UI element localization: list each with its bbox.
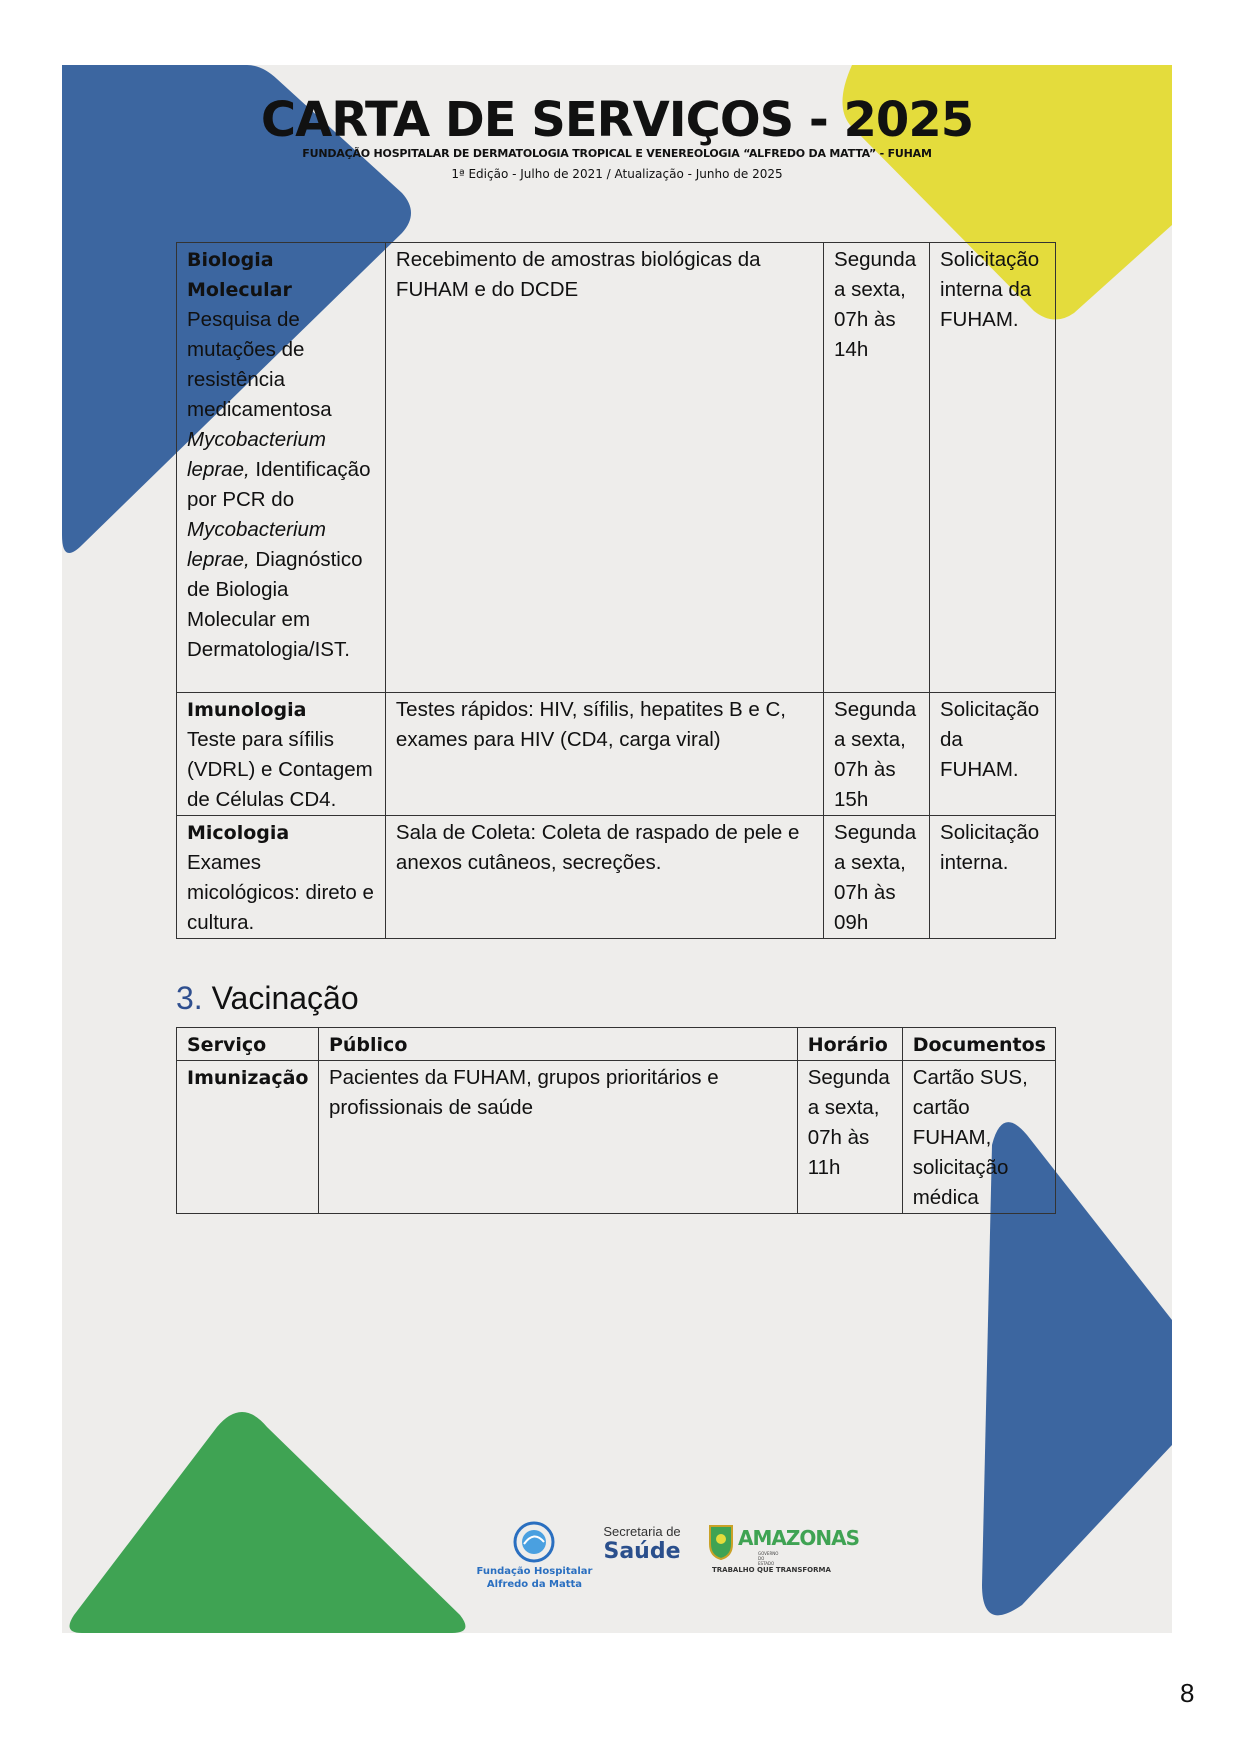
lab-services-table: [176, 242, 1056, 939]
service-name: Imunologia: [187, 699, 307, 721]
schedule-cell: Segunda a sexta, 07h às 14h: [824, 243, 930, 693]
secretaria-logo-line1: Secretaria de: [603, 1524, 681, 1539]
documents-cell: Solicitação interna da FUHAM.: [930, 243, 1056, 693]
service-description: Teste para sífilis (VDRL) e Contagem de Células CD4.: [187, 728, 373, 811]
schedule-cell: Segunda a sexta, 07h às 15h: [824, 693, 930, 816]
amazonas-logo-gov: GOVERNO DO ESTADO: [758, 1551, 779, 1566]
fuham-logo-line2: Alfredo da Matta: [486, 1579, 583, 1590]
documents-cell: Cartão SUS, cartão FUHAM, solicitação médica: [902, 1061, 1055, 1214]
document-subtitle: FUNDAÇÃO HOSPITALAR DE DERMATOLOGIA TROPICAL E VENEREOLOGIA “ALFREDO DA MATTA” - FUHAM: [302, 147, 932, 160]
service-cell: [177, 693, 386, 816]
amazonas-coat-of-arms-icon: [706, 1522, 736, 1560]
section-heading: [176, 978, 359, 1018]
service-name: Imunização: [187, 1067, 309, 1089]
table-row: [177, 1061, 1056, 1214]
table-row: [177, 243, 1056, 693]
section-number: 3.: [176, 980, 203, 1016]
column-header-public: Público: [318, 1028, 797, 1061]
table-header-row: [177, 1028, 1056, 1061]
secretaria-logo-line2: Saúde: [603, 1539, 681, 1564]
page-number: 8: [1180, 1678, 1195, 1708]
documents-cell: Solicitação interna.: [930, 816, 1056, 939]
document-title: CARTA DE SERVIÇOS - 2025: [260, 92, 974, 148]
service-description-end: Diagnóstico de Biologia Molecular em Dermatologia/IST.: [187, 548, 363, 661]
service-cell: [177, 816, 386, 939]
edition-info: 1ª Edição - Julho de 2021 / Atualização - Junho de 2025: [451, 167, 783, 181]
service-name: Biologia Molecular: [187, 249, 292, 301]
public-cell: Pacientes da FUHAM, grupos prioritários e profissionais de saúde: [318, 1061, 797, 1214]
amazonas-logo-slogan: TRABALHO QUE TRANSFORMA: [712, 1566, 831, 1574]
vaccination-table: [176, 1027, 1056, 1214]
table-row: [177, 693, 1056, 816]
section-title: Vacinação: [211, 980, 359, 1016]
fuham-logo-line1: Fundação Hospitalar: [476, 1566, 593, 1577]
column-header-service: Serviço: [177, 1028, 319, 1061]
service-cell: [177, 1061, 319, 1214]
column-header-documents: Documentos: [902, 1028, 1055, 1061]
organism-name-2: Mycobacterium leprae,: [187, 518, 326, 571]
document-header: [62, 93, 1172, 183]
green-triangle-bottom-left: [62, 1405, 482, 1633]
schedule-cell: Segunda a sexta, 07h às 11h: [797, 1061, 902, 1214]
service-description: Exames micológicos: direto e cultura.: [187, 851, 374, 934]
public-cell: Recebimento de amostras biológicas da FUHAM e do DCDE: [385, 243, 823, 693]
service-name: Micologia: [187, 822, 290, 844]
organism-name: Mycobacterium leprae,: [187, 428, 326, 481]
public-cell: Testes rápidos: HIV, sífilis, hepatites B e C, exames para HIV (CD4, carga viral): [385, 693, 823, 816]
service-cell: [177, 243, 386, 693]
amazonas-logo-name: AMAZONAS: [738, 1526, 859, 1550]
schedule-cell: Segunda a sexta, 07h às 09h: [824, 816, 930, 939]
fuham-logo-icon: [512, 1520, 556, 1564]
public-cell: Sala de Coleta: Coleta de raspado de pele e anexos cutâneos, secreções.: [385, 816, 823, 939]
column-header-schedule: Horário: [797, 1028, 902, 1061]
table-row: [177, 816, 1056, 939]
documents-cell: Solicitação da FUHAM.: [930, 693, 1056, 816]
service-description: Pesquisa de mutações de resistência medicamentosa: [187, 308, 332, 421]
service-description-cont: Identificação por PCR do: [187, 458, 371, 511]
